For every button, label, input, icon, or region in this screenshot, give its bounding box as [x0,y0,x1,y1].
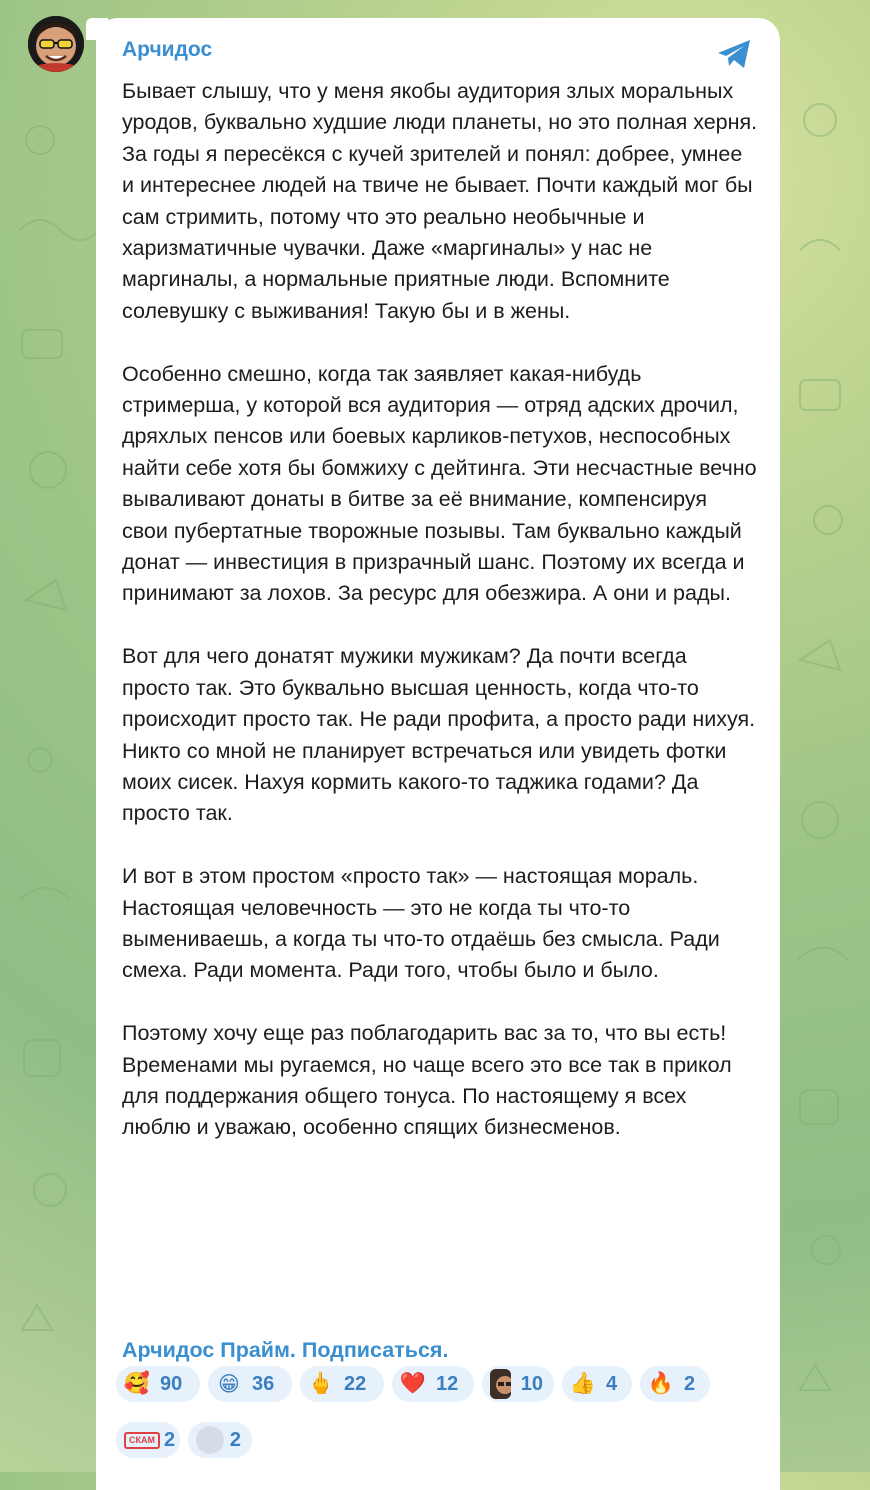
custom-avatar-emoji-icon [490,1369,511,1399]
telegram-send-icon [714,34,754,74]
paragraph-5: Поэтому хочу еще раз поблагодарить вас за то, что вы есть! Временами мы ругаемся, но чаще всего это все так в прикол для поддержания общего тонуса. По настоящему я всех люблю и уважаю, особенно спящих бизнесменов. [122,1021,732,1140]
hidden-reaction-icon [196,1426,224,1454]
smiling-face-with-hearts-icon: 🥰 [123,1372,151,1395]
reaction-count: 90 [160,1373,183,1395]
middle-finger-icon: 🖕 [307,1372,335,1395]
paragraph-4: И вот в этом простом «просто так» — настоящая мораль. Настоящая человечность — это не когда ты что-то вымениваешь, а когда ты что-то отдаёшь без смысла. Ради смеха. Ради момента. Ради того, чтобы было и было. [122,864,720,983]
reaction-count: 10 [520,1373,543,1395]
reaction-red-heart[interactable] [392,1366,474,1402]
red-heart-icon: ❤️ [399,1372,427,1395]
reaction-grinning-face[interactable] [208,1366,292,1402]
scam-sticker-icon: СКАМ [124,1432,160,1449]
reaction-middle-finger[interactable] [300,1366,384,1402]
paragraph-3: Вот для чего донатят мужики мужикам? Да почти всегда просто так. Это буквально высшая ценность, когда что-то происходит просто так. Не ради профита, а просто ради нихуя. Никто со мной не планирует встречаться или увидеть фотки моих сисек. Нахуя кормить какого-то таджика годами? Да просто так. [122,644,756,826]
reaction-count: 12 [436,1373,459,1395]
share-button[interactable] [714,34,754,74]
reaction-hidden[interactable] [188,1422,252,1458]
subscribe-link[interactable]: Арчидос Прайм. Подписаться. [122,1338,449,1362]
reaction-count: 2 [164,1429,176,1451]
paragraph-1: Бывает слышу, что у меня якобы аудитория злых моральных уродов, буквально худшие люди планеты, но это полная херня. За годы я пересёкся с кучей зрителей и понял: добрее, умнее и интереснее людей на твиче не бывает. Почти каждый мог бы сам стримить, потому что это реально необычные и харизматичные чувачки. Даже «маргиналы» у нас не маргиналы, а нормальные приятные люди. Вспомните солевушку с выживания! Такую бы и в жены. [122,79,758,323]
author-avatar[interactable] [28,16,84,72]
reaction-scam-sticker[interactable] [116,1422,180,1458]
reaction-fire[interactable] [640,1366,710,1402]
author-name[interactable]: Арчидос [122,38,213,61]
grinning-face-icon: 😁 [218,1372,240,1396]
reaction-count: 22 [344,1373,367,1395]
fire-icon: 🔥 [647,1372,675,1395]
reaction-smiling-face-with-hearts[interactable] [116,1366,200,1402]
reaction-count: 4 [606,1373,618,1395]
reaction-custom-avatar[interactable] [482,1366,554,1402]
reaction-thumbs-up[interactable] [562,1366,632,1402]
reaction-count: 2 [229,1429,241,1451]
paragraph-2: Особенно смешно, когда так заявляет какая-нибудь стримерша, у которой вся аудитория — отряд адских дрочил, дряхлых пенсов или боевых карликов-петухов, неспособных найти себе хотя бы бомжиху с дейтинга. Эти несчастные вечно вываливают донаты в битве за её внимание, компенсируя свои пубертатные творожные позывы. Там буквально каждый донат — инвестиция в призрачный шанс. Поэтому их всегда и принимают за лохов. За ресурс для обезжира. А они и рады. [122,361,757,606]
avatar-image [28,16,84,72]
message-text [122,76,758,1175]
thumbs-up-icon: 👍 [569,1372,597,1395]
reaction-count: 36 [252,1373,275,1395]
message-bubble [96,18,780,1490]
reaction-count: 2 [684,1373,696,1395]
